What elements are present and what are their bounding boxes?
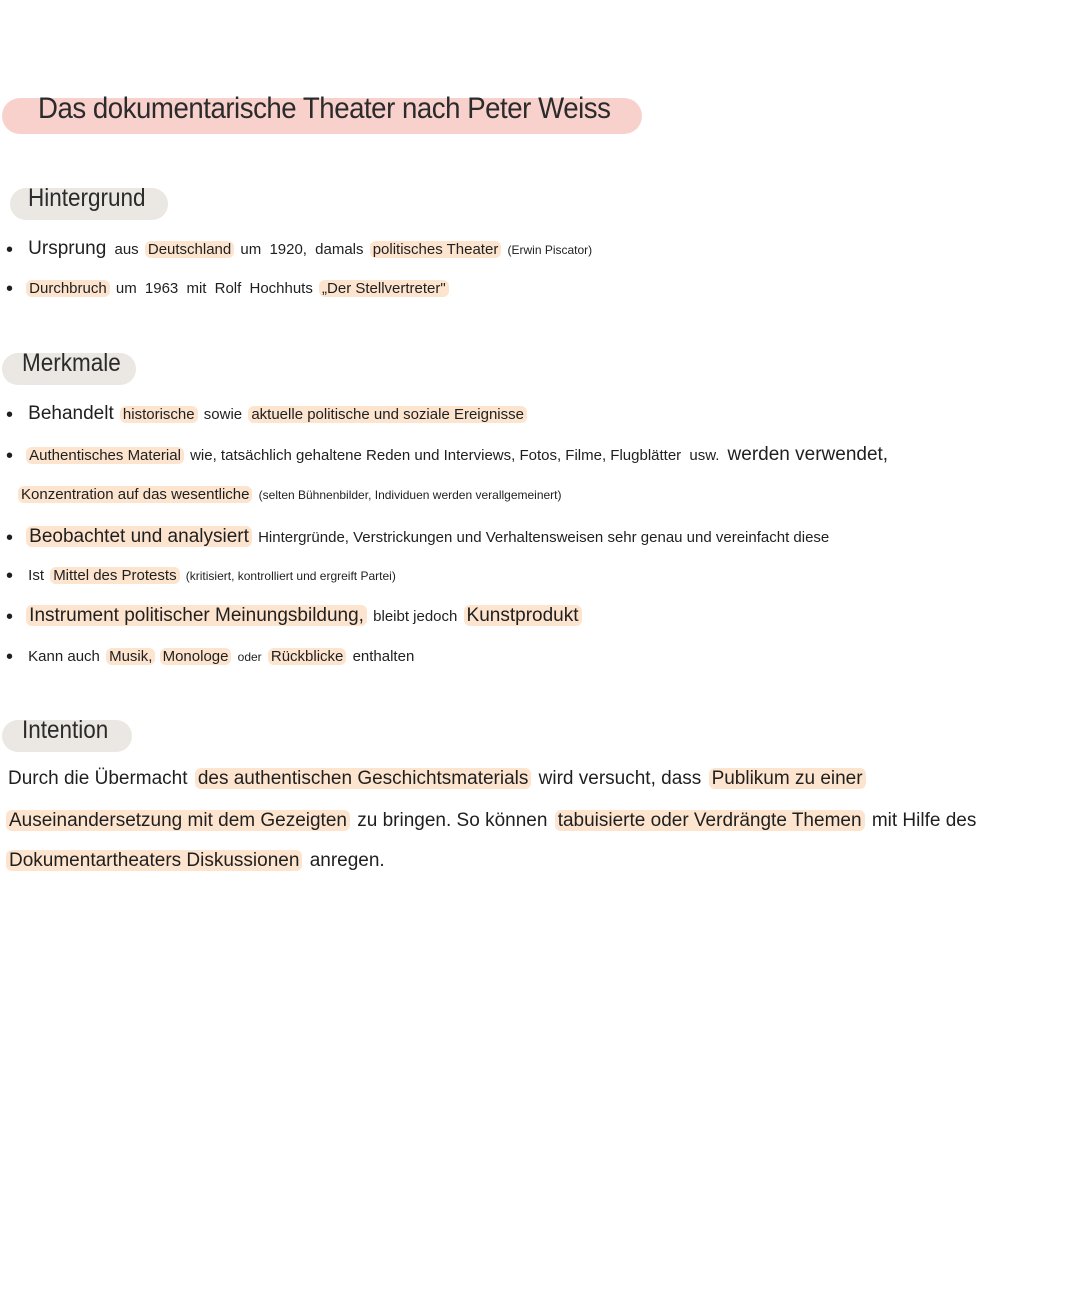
paragraph-line: Auseinandersetzung mit dem Gezeigten zu bringen. So können tabuisierte oder Verdrängte Themen mit Hilfe des <box>6 810 978 832</box>
paragraph-line: Durch die Übermacht des authentischen Geschichtsmaterials wird versucht, dass Publikum zu einer <box>6 768 866 790</box>
page-title: Das dokumentarische Theater nach Peter Weiss <box>38 92 611 125</box>
bullet-dot: • <box>6 606 14 628</box>
bullet-dot: • <box>6 527 14 549</box>
bullet-line: • Ist Mittel des Protests (kritisiert, kontrolliert und ergreift Partei) <box>6 565 396 587</box>
bullet-continuation: Konzentration auf das wesentliche (selten Bühnenbilder, Individuen werden verallgemeinert) <box>18 486 564 503</box>
bullet-dot: • <box>6 445 14 467</box>
paragraph-line: Dokumentartheaters Diskussionen anregen. <box>6 850 387 872</box>
section-heading-hintergrund: Hintergrund <box>10 184 141 213</box>
bullet-line: • Beobachtet und analysiert Hintergründe, Verstrickungen und Verhaltensweisen sehr genau und vereinfacht diese <box>6 526 830 549</box>
bullet-line: • Kann auch Musik, Monologe oder Rückblicke enthalten <box>6 646 415 668</box>
page-title-block <box>0 92 622 126</box>
bullet-dot: • <box>6 404 14 426</box>
section-heading-merkmale: Merkmale <box>2 349 112 378</box>
bullet-dot: • <box>6 646 14 668</box>
bullet-line: • Instrument politischer Meinungsbildung, bleibt jedoch Kunstprodukt <box>6 605 582 627</box>
bullet-dot: • <box>6 565 14 587</box>
bullet-dot: • <box>6 278 14 300</box>
bullet-line: • Authentisches Material wie, tatsächlich gehaltene Reden und Interviews, Fotos, Filme, Flugblätter usw. werden verwendet, <box>6 444 889 467</box>
bullet-line: • Durchbruch um 1963 mit Rolf Hochhuts „Der Stellvertreter" <box>6 280 449 297</box>
bullet-line: • Behandelt historische sowie aktuelle politische und soziale Ereignisse <box>6 403 527 425</box>
bullet-line: • Ursprung aus Deutschland um 1920, damals politisches Theater (Erwin Piscator) <box>6 238 593 261</box>
bullet-dot: • <box>6 239 14 261</box>
section-heading-intention: Intention <box>2 716 98 745</box>
